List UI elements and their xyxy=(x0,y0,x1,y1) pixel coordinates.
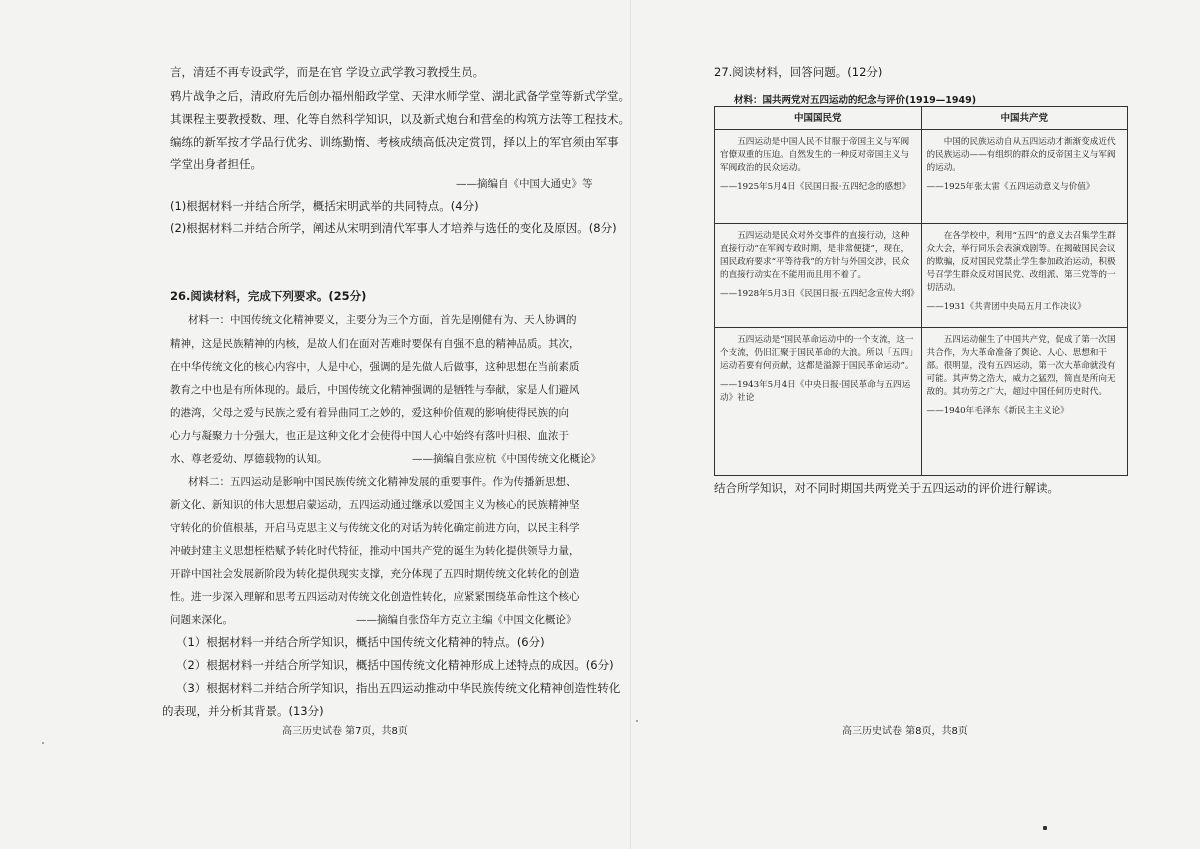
material-2-line: 守转化的价值根基，开启马克思主义与传统文化的对话为转化确定前进方向，以民主科学 xyxy=(170,522,580,534)
material-line: 鸦片战争之后，清政府先后创办福州船政学堂、天津水师学堂、湖北武备学堂等新式学堂。 xyxy=(170,89,630,103)
column-header-cpc: 中国共产党 xyxy=(921,107,1128,130)
material-1-source: ——摘编自张应杭《中国传统文化概论》 xyxy=(412,453,601,465)
table-cell-kmt xyxy=(715,328,922,476)
scan-speck xyxy=(42,742,44,744)
page-footer: 高三历史试卷 第7页，共8页 xyxy=(282,726,408,737)
table-cell-kmt xyxy=(715,224,922,328)
material-1-line: 的港湾，父母之爱与民族之爱有着异曲同工之妙的，爱这种价值观的影响使得民族的向 xyxy=(170,407,569,419)
material-2-line: 冲破封建主义思想桎梏赋予转化时代特征，推动中国共产党的诞生为转化提供领导力量， xyxy=(170,545,580,557)
question-25-1: (1)根据材料一并结合所学，概括宋明武举的共同特点。(4分) xyxy=(170,199,479,213)
question-26-3-cont: 的表现，并分析其背景。(13分) xyxy=(162,704,324,718)
question-26-1: （1）根据材料一并结合所学知识，概括中国传统文化精神的特点。(6分) xyxy=(176,635,545,649)
material-1-line: 心力与凝聚力十分强大，也正是这种文化才会使得中国人心中始终有落叶归根、血浓于 xyxy=(170,430,569,442)
cell-source: ——1925年5月4日《民国日报·五四纪念的感想》 xyxy=(720,182,911,192)
scan-speck xyxy=(1043,826,1047,830)
material-line: 言，清廷不再专设武学，而是在官 学设立武学教习教授生员。 xyxy=(170,65,485,79)
material-1-line: 教育之中也是有所体现的。最后，中国传统文化精神强调的是牺牲与奉献，家是人们避风 xyxy=(170,384,580,396)
material-2-line: 材料二：五四运动是影响中国民族传统文化精神发展的重要事件。作为传播新思想、 xyxy=(188,476,577,488)
cell-source: ——1931《共青团中央局五月工作决议》 xyxy=(926,302,1086,312)
material-2-line: 开辟中国社会发展新阶段为转化提供现实支撑，充分体现了五四时期传统文化转化的创造 xyxy=(170,568,580,580)
cell-text: 中国的民族运动自从五四运动才渐渐变成近代的民族运动——有组织的群众的反帝国主义与军阀的运动。 xyxy=(926,137,1116,173)
cell-text: 五四运动是民众对外交事件的直接行动，这种直接行动“在军阀专政时期，是非常便捷”，现在，国民政府要求“平等待我”的方针与外国交涉，民众的直接行动实在不能用而且用不着了。 xyxy=(720,231,910,280)
material-line: 编练的新军按才学品行优劣、训练勤惰、考核成绩高低决定赏罚，择以上的军官须由军事 xyxy=(170,135,619,149)
table-cell-cpc xyxy=(921,130,1128,224)
cell-source: ——1928年5月3日《民国日报·五四纪念宣传大纲》 xyxy=(720,289,919,299)
cell-source: ——1940年毛泽东《新民主主义论》 xyxy=(926,406,1069,416)
question-26-3: （3）根据材料二并结合所学知识，指出五四运动推动中华民族传统文化精神创造性转化 xyxy=(176,681,621,695)
table-cell-cpc xyxy=(921,224,1128,328)
question-27-title: 27.阅读材料，回答问题。(12分) xyxy=(714,65,883,79)
material-line: 其课程主要教授数、理、化等自然科学知识，以及新式炮台和营垒的构筑方法等工程技术。 xyxy=(170,112,630,126)
question-26-2: （2）根据材料一并结合所学知识，概括中国传统文化精神形成上述特点的成因。(6分) xyxy=(176,658,614,672)
material-title: 材料：国共两党对五四运动的纪念与评价(1919—1949) xyxy=(734,95,977,106)
page-footer: 高三历史试卷 第8页，共8页 xyxy=(842,726,968,737)
table-row xyxy=(715,328,1128,476)
column-header-kmt: 中国国民党 xyxy=(715,107,922,130)
cell-text: 五四运动催生了中国共产党，促成了第一次国共合作，为大革命准备了舆论、人心、思想和干部。很明显，没有五四运动，第一次大革命就没有可能。其声势之浩大，威力之猛烈，简直是所向无敌的。其功劳之广大，超过中国任何历史时代。 xyxy=(926,335,1116,397)
question-25-2: (2)根据材料二并结合所学，阐述从宋明到清代军事人才培养与选任的变化及原因。(8分) xyxy=(170,221,617,235)
comparison-table xyxy=(714,106,1128,476)
question-26-title: 26.阅读材料，完成下列要求。(25分) xyxy=(170,289,367,303)
table-cell-cpc xyxy=(921,328,1128,476)
cell-text: 五四运动是“国民革命运动中的一个支流，这一个支流，仍旧汇聚于国民革命的大浪。所以「五四」运动若要有何贡献，这都是溢源于国民革命运动”。 xyxy=(720,335,914,371)
table-cell-kmt xyxy=(715,130,922,224)
material-1-line: 水、尊老爱幼、厚德载物的认知。 xyxy=(170,453,328,465)
cell-source: ——1925年张太雷《五四运动意义与价值》 xyxy=(926,182,1095,192)
material-1-line: 在中华传统文化的核心内容中，人是中心，强调的是先做人后做事，这种思想在当前素质 xyxy=(170,361,580,373)
material-source: ——摘编自《中国大通史》等 xyxy=(456,178,593,190)
cell-source: ——1943年5月4日《中央日报·国民革命与五四运动》社论 xyxy=(720,380,911,403)
table-row xyxy=(715,224,1128,328)
scan-speck xyxy=(636,720,638,722)
question-27-prompt: 结合所学知识，对不同时期国共两党关于五四运动的评价进行解读。 xyxy=(714,481,1059,495)
material-2-line: 问题来深化。 xyxy=(170,614,233,626)
material-2-line: 性。进一步深入理解和思考五四运动对传统文化创造性转化，应紧紧围绕革命性这个核心 xyxy=(170,591,580,603)
material-2-source: ——摘编自张岱年方克立主编《中国文化概论》 xyxy=(356,614,577,626)
material-1-line: 材料一：中国传统文化精神要义，主要分为三个方面，首先是刚健有为、天人协调的 xyxy=(188,314,577,326)
material-line: 学堂出身者担任。 xyxy=(170,157,262,171)
material-2-line: 新文化、新知识的伟大思想启蒙运动，五四运动通过继承以爱国主义为核心的民族精神坚 xyxy=(170,499,580,511)
table-row xyxy=(715,130,1128,224)
cell-text: 五四运动是中国人民不甘服于帝国主义与军阀官僚双重的压迫。自然发生的一种反对帝国主义与军阀政治的民众运动。 xyxy=(720,137,910,173)
table-header-row xyxy=(715,107,1128,130)
material-1-line: 精神，这是民族精神的内核，是故人们在面对苦难时要保有自强不息的精神品质。其次， xyxy=(170,338,580,350)
cell-text: 在各学校中，利用“五四”的意义去召集学生群众大会，举行同乐会表演戏剧等。在揭破国民会议的欺骗，反对国民党禁止学生参加政治运动，积极号召学生群众反对国民党、改组派、第三党等的一切活动。 xyxy=(926,231,1116,293)
